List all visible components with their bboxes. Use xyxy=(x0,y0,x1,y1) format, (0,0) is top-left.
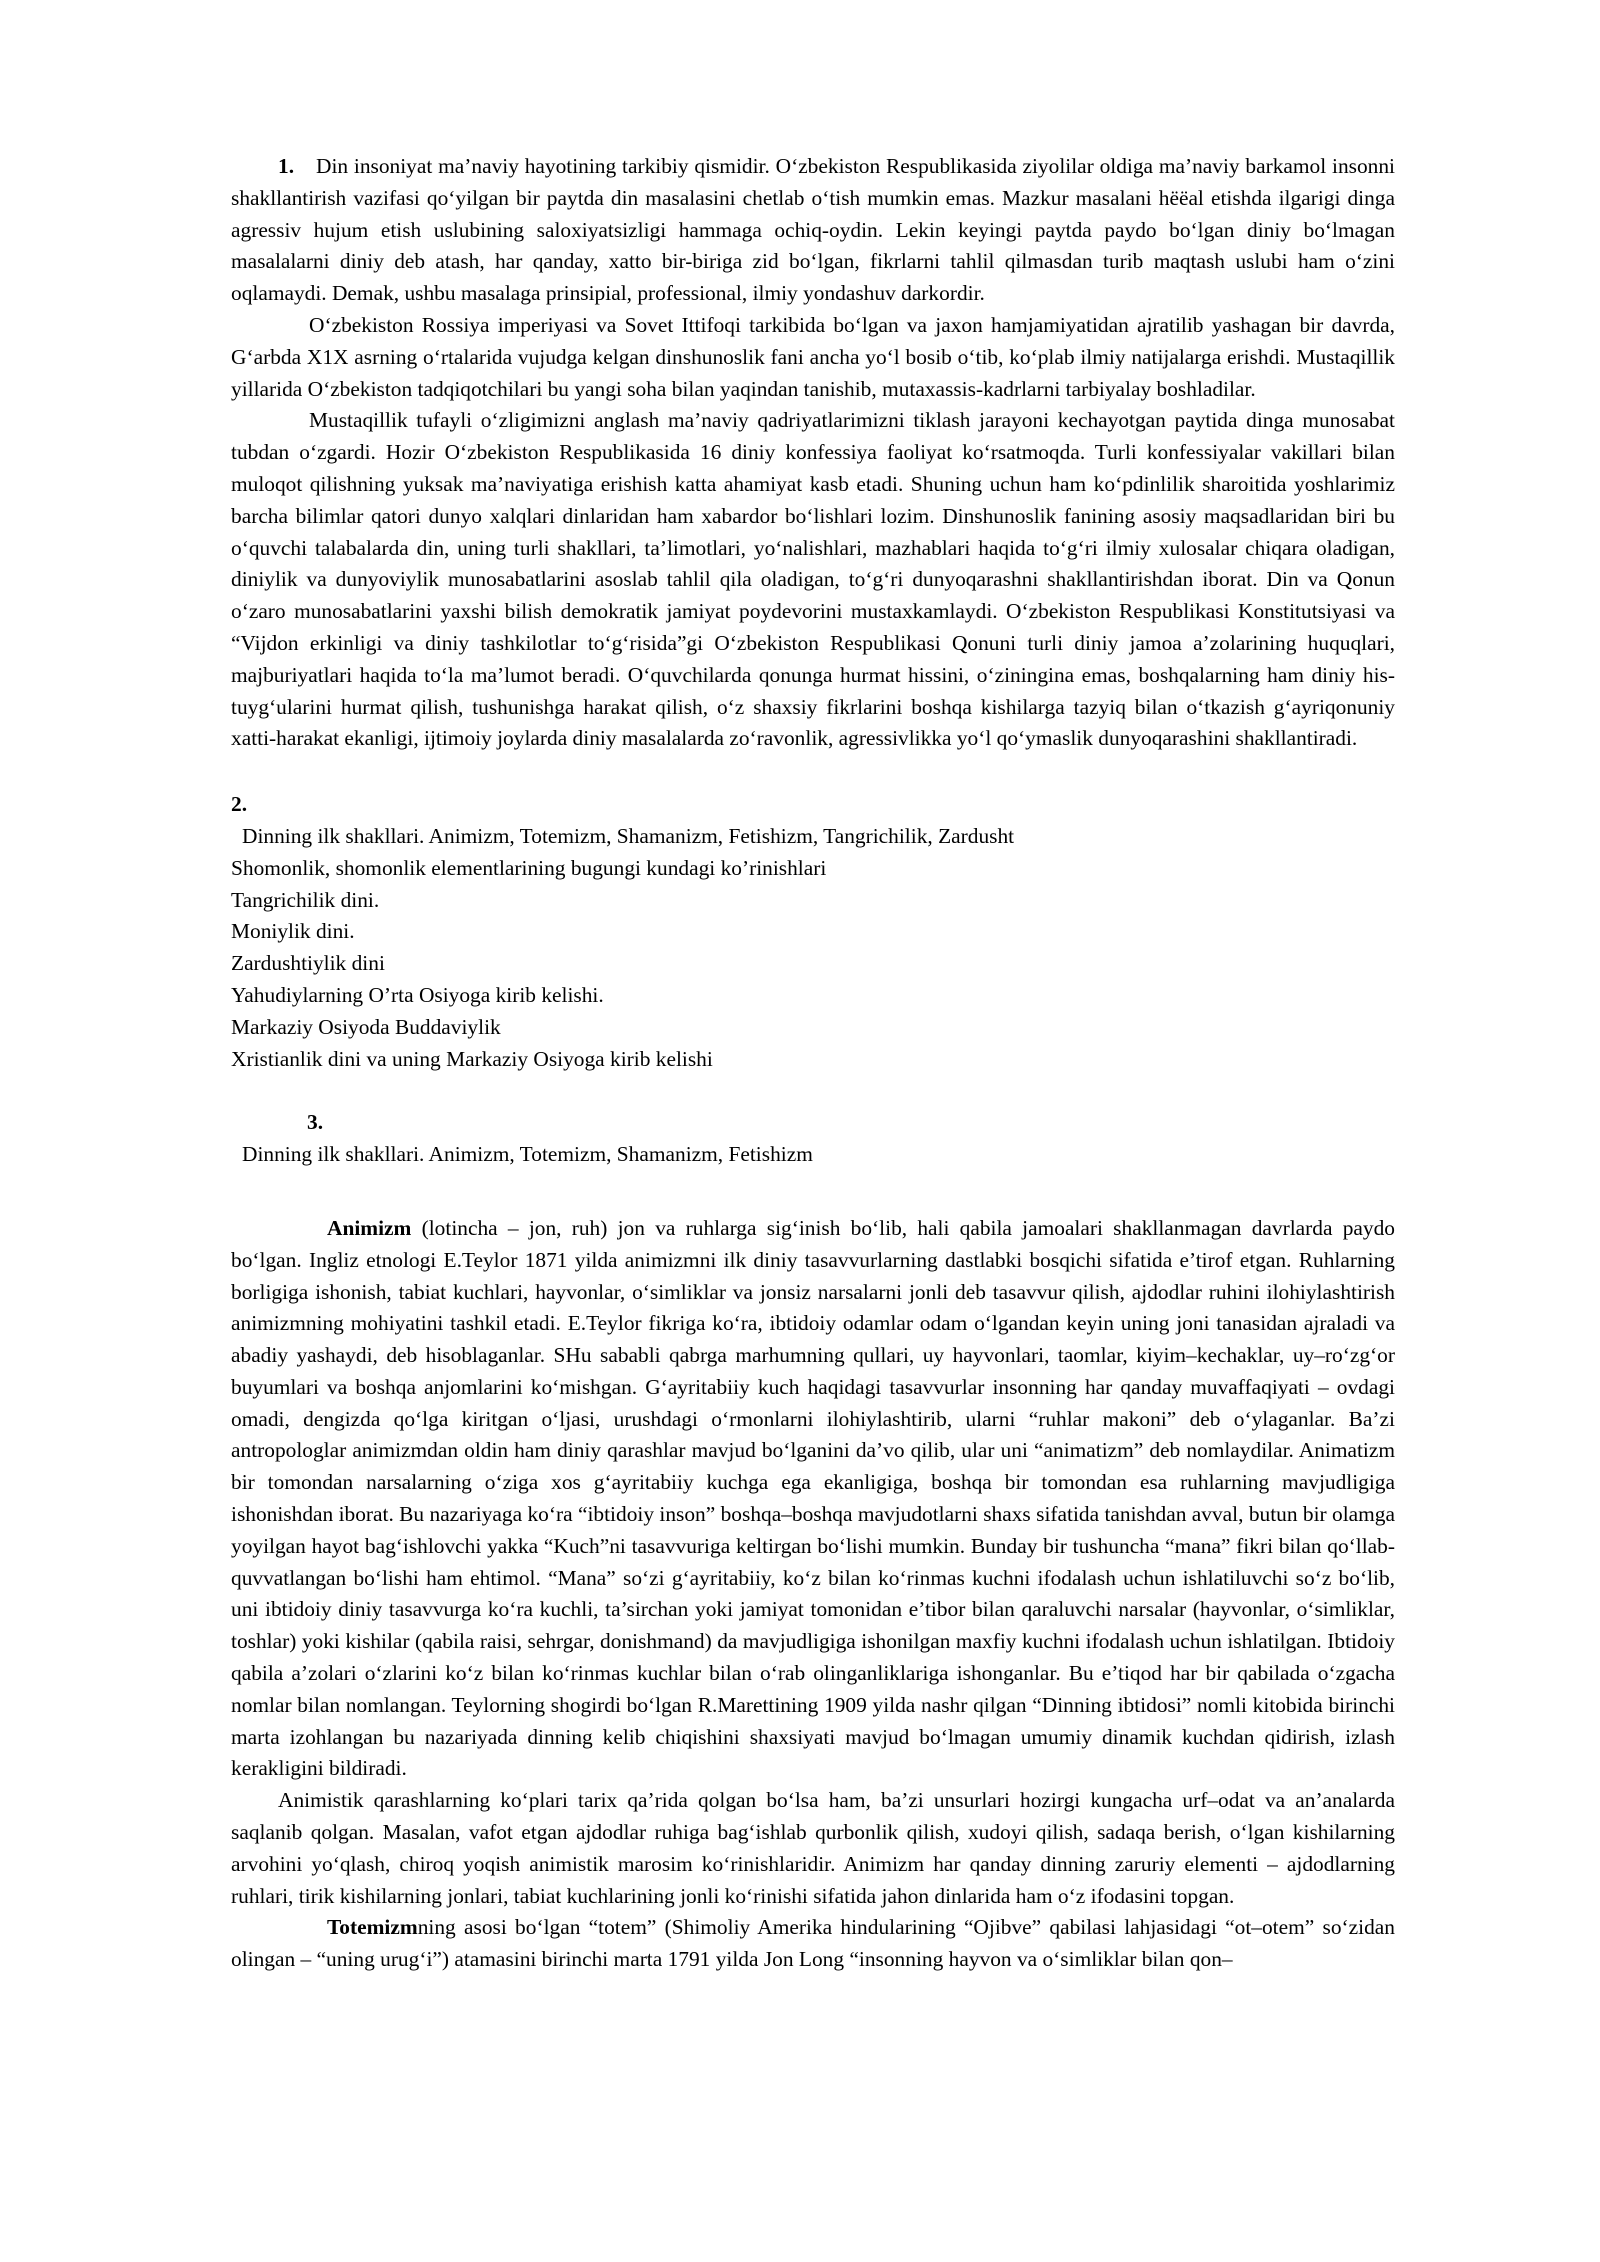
animizm-paragraph xyxy=(231,1213,1395,1785)
topic-item: Xristianlik dini va uning Markaziy Osiyoga kirib kelishi xyxy=(231,1046,713,1071)
topic-item: Dinning ilk shakllari. Animizm, Totemizm, Shamanizm, Fetishizm, Tangrichilik, Zardusht xyxy=(242,823,1015,848)
section3-number: 3. xyxy=(307,1110,324,1135)
topic-item: Zardushtiylik dini xyxy=(231,951,385,976)
section1-paragraph-2: O‘zbekiston Rossiya imperiyasi va Sovet Ittifoqi tarkibida bo‘lgan va jaxon hamjamiyatidan ajratilib yashagan bir davrda, G‘arbda X1X asrning o‘rtalarida vujudga kelgan dinshunoslik fani ancha yo‘l bosib o‘tib, ko‘plab ilmiy natijalarga erishdi. Mustaqillik yillarida O‘zbekiston tadqiqotchilari bu yangi soha bilan yaqindan tanishib, mutaxassis-kadrlarni tarbiyalay boshladilar. xyxy=(231,312,1395,401)
totemizm-paragraph xyxy=(231,1912,1395,1976)
section2-topic-list xyxy=(231,821,1395,1075)
section1-paragraph-3: Mustaqillik tufayli o‘zligimizni anglash ma’naviy qadriyatlarimizni tiklash jarayoni kechayotgan paytida dinga munosabat tubdan o‘zgardi. Hozir O‘zbekiston Respublikasida 16 diniy konfessiya faoliyat ko‘rsatmoqda. Turli konfessiyalar vakillari bilan muloqot qilishning yuksak ma’naviyatiga erishish katta ahamiyat kasb etadi. Shuning uchun ham ko‘pdinlilik sharoitida yoshlarimiz barcha bilimlar qatori dunyo xalqlari dinlaridan ham xabardor bo‘lishlari lozim. Dinshunoslik fanining asosiy maqsadlaridan biri bu o‘quvchi talabalarda din, uning turli shakllari, ta’limotlari, yo‘nalishlari, mazhablari haqida to‘g‘ri ilmiy xulosalar chiqara oladigan, diniylik va dunyoviylik munosabatlarini asoslab tahlil qila oladigan, to‘g‘ri dunyoqarashni shakllantirishdan iborat. Din va Qonun o‘zaro munosabatlarini yaxshi bilish demokratik jamiyat poydevorini mustaxkamlaydi. O‘zbekiston Respublikasi Konstitutsiyasi va “Vijdon erkinligi va diniy tashkilotlar to‘g‘risida”gi O‘zbekiston Respublikasi Qonuni turli diniy jamoa a’zolarining huquqlari, majburiyatlari haqida to‘la ma’lumot beradi. O‘quvchilarda qonunga hurmat hissini, o‘ziningina emas, boshqalarning ham diniy his-tuyg‘ularini hurmat qilish, tushunishga harakat qilish, o‘z shaxsiy fikrlarini boshqa kishilarga tazyiq bilan o‘tkazish g‘ayriqonuniy xatti-harakat ekanligi, ijtimoiy joylarda diniy masalalarda zo‘ravonlik, agressivlikka yo‘l qo‘ymaslik dunyoqarashini shakllantiradi. xyxy=(231,408,1395,751)
section2-number: 2. xyxy=(231,792,248,817)
totemizm-term: Totemizm xyxy=(327,1915,418,1940)
topic-item: Yahudiylarning O’rta Osiyoga kirib kelishi. xyxy=(231,982,604,1007)
topic-item: Tangrichilik dini. xyxy=(231,887,380,912)
document-body xyxy=(231,151,1395,1976)
section1-paragraph-1 xyxy=(231,151,1395,310)
topic-item: Markaziy Osiyoda Buddaviylik xyxy=(231,1014,501,1039)
topic-item: Moniylik dini. xyxy=(231,919,355,944)
section1-paragraph-1-text: Din insoniyat ma’naviy hayotining tarkibiy qismidir. O‘zbekiston Respublikasida ziyolilar oldiga ma’naviy barkamol insonni shakllantirish vazifasi qo‘yilgan bir paytda din masalasini chetlab o‘tish mumkin emas. Mazkur masalani hёёal etishda ilgarigi dinga agressiv hujum etish uslubining saloxiyatsizligi hammaga ochiq-oydin. Lekin keyingi paytda paydo bo‘lgan diniy bo‘lmagan masalalarni diniy deb atash, har qanday, xatto bir-biriga zid bo‘lgan, fikrlarni tahlil qilmasdan turib maqtash uslubi ham o‘zini oqlamaydi. Demak, ushbu masalaga prinsipial, professional, ilmiy yondashuv darkordir. xyxy=(231,154,1395,306)
animistik-paragraph: Animistik qarashlarning ko‘plari tarix qa’rida qolgan bo‘lsa ham, ba’zi unsurlari hozirgi kungacha urf–odat va an’analarda saqlanib qolgan. Masalan, vafot etgan ajdodlar ruhiga bag‘ishlab qurbonlik qilish, xudoyi qilish, sadaqa berish, o‘lgan kishilarning arvohini yo‘qlash, chiroq yoqish animistik marosim ko‘rinishlaridir. Animizm har qanday dinning zaruriy elementi – ajdodlarning ruhlari, tirik kishilarning jonlari, tabiat kuchlarining jonli ko‘rinishi sifatida jahon dinlarida ham o‘z ifodasini topgan. xyxy=(231,1788,1395,1908)
section3-subtitle: Dinning ilk shakllari. Animizm, Totemizm, Shamanizm, Fetishizm xyxy=(242,1142,813,1167)
section1-number: 1. xyxy=(278,154,295,178)
topic-item: Shomonlik, shomonlik elementlarining bugungi kundagi ko’rinishlari xyxy=(231,855,827,880)
totemizm-text: ning asosi bo‘lgan “totem” (Shimoliy Amerika hindularining “Ojibve” qabilasi lahjasidagi “ot–otem” so‘zidan olingan – “uning urug‘i”) atamasini birinchi marta 1791 yilda Jon Long “insonning hayvon va o‘simliklar bilan qon– xyxy=(231,1915,1395,1972)
animizm-text: (lotincha – jon, ruh) jon va ruhlarga sig‘inish bo‘lib, hali qabila jamoalari shakllanmagan davrlarda paydo bo‘lgan. Ingliz etnologi E.Teylor 1871 yilda animizmni ilk diniy tasavvurlarning dastlabki bosqichi sifatida e’tirof etgan. Ruhlarning borligiga ishonish, tabiat kuchlari, hayvonlar, o‘simliklar va jonsiz narsalarni jonli deb tasavvur qilish, ajdodlar ruhini ilohiylashtirish animizmning mohiyatini tashkil etadi. E.Teylor fikriga ko‘ra, ibtidoiy odamlar odam o‘lgandan keyin uning joni tanasidan ajraladi va abadiy yashaydi, deb hisoblaganlar. SHu sababli qabrga marhumning qullari, uy hayvonlari, taomlar, kiyim–kechaklar, uy–ro‘zg‘or buyumlari va boshqa anjomlarini ko‘mishgan. G‘ayritabiiy kuch haqidagi tasavvurlar insonning har qanday muvaffaqiyati – ovdagi omadi, dengizda qo‘lga kiritgan o‘ljasi, urushdagi o‘rmonlarni ilohiylashtirib, ularni “ruhlar makoni” deb o‘ylaganlar. Ba’zi antropologlar animizmdan oldin ham diniy qarashlar mavjud bo‘lganini da’vo qilib, ular uni “animatizm” deb nomlaydilar. Animatizm bir tomondan narsalarning o‘ziga xos g‘ayritabiiy kuchga ega ekanligiga, boshqa bir tomondan esa ruhlarning mavjudligiga ishonishdan iborat. Bu nazariyaga ko‘ra “ibtidoiy inson” boshqa–boshqa mavjudotlarni shaxs sifatida tanishdan avval, butun bir olamga yoyilgan hayot bag‘ishlovchi yakka “Kuch”ni tasavvuriga keltirgan bo‘lishi mumkin. Bunday bir tushuncha “mana” fikri bilan qo‘llab-quvvatlangan bo‘lishi ham ehtimol. “Mana” so‘zi g‘ayritabiiy, ko‘z bilan ko‘rinmas kuchni ifodalash uchun ishlatiluvchi so‘z bo‘lib, uni ibtidoiy diniy tasavvurga ko‘ra kuchli, ta’sirchan yoki jamiyat tomonidan e’tibor bilan qaraluvchi narsalar (hayvonlar, o‘simliklar, toshlar) yoki kishilar (qabila raisi, sehrgar, donishmand) da mavjudligiga ishonilgan maxfiy kuchni ifodalash uchun ishlatilgan. Ibtidoiy qabila a’zolari o‘zlarini ko‘z bilan ko‘rinmas kuchlar bilan o‘rab olinganliklariga ishonganlar. Bu e’tiqod har bir qabilada o‘zgacha nomlar bilan nomlangan. Teylorning shogirdi bo‘lgan R.Marettining 1909 yilda nashr qilgan “Dinning ibtidosi” nomli kitobida birinchi marta izohlangan bu nazariyada dinning kelib chiqishini shaxsiyati mavjud bo‘lmagan umumiy dinamik kuchdan qidirish, izlash kerakligini bildiradi. xyxy=(231,1215,1395,1781)
animizm-term: Animizm xyxy=(327,1215,412,1240)
